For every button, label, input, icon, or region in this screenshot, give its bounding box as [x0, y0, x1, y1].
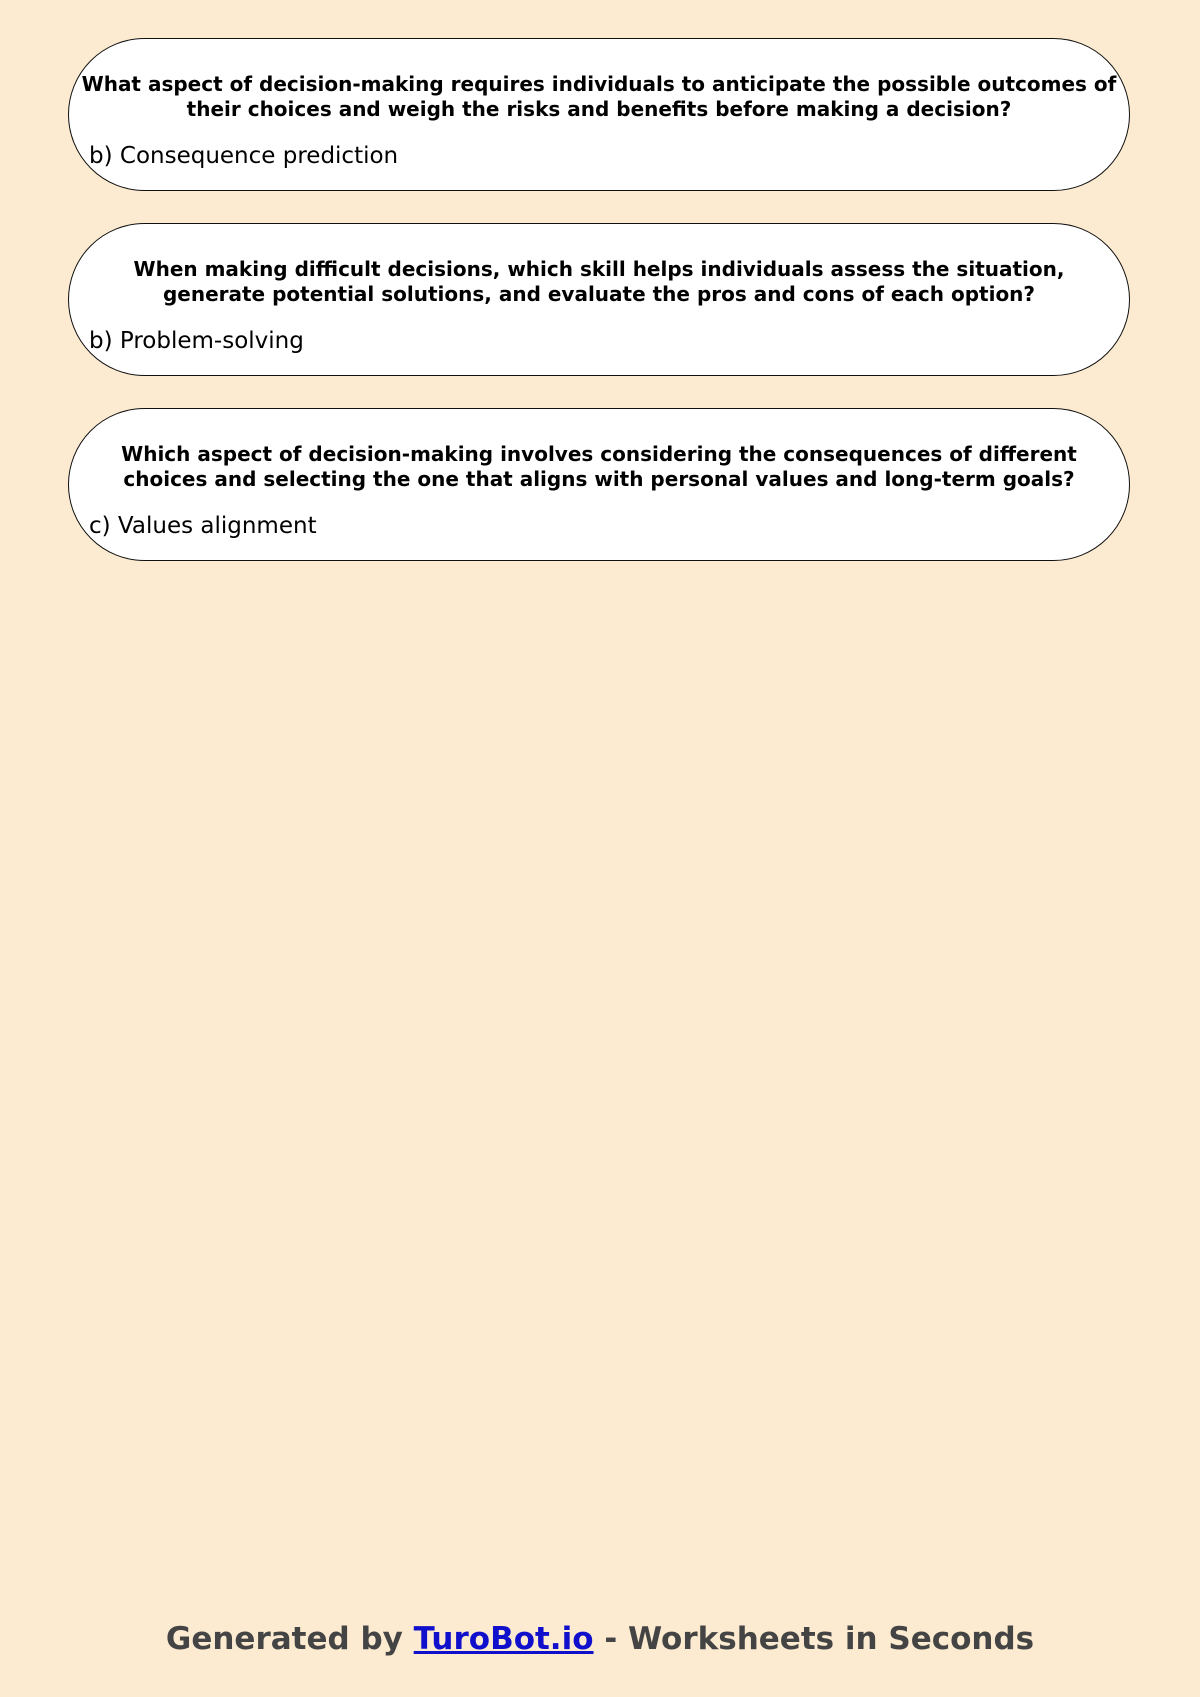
footer-suffix: - Worksheets in Seconds — [604, 1621, 1035, 1657]
footer — [0, 1620, 1200, 1658]
question-card — [68, 408, 1130, 561]
answer-text: b) Consequence prediction — [89, 143, 399, 169]
question-text: When making difficult decisions, which skill helps individuals assess the situation, generate potential solutions, and evaluate the pros and cons of each option? — [133, 257, 1065, 306]
question-card — [68, 223, 1130, 376]
footer-prefix: Generated by — [165, 1621, 403, 1657]
answer-text: c) Values alignment — [89, 513, 317, 539]
question-card — [68, 38, 1130, 191]
question-text: What aspect of decision-making requires individuals to anticipate the possible outcomes of their choices and weigh the risks and benefits before making a decision? — [81, 72, 1117, 121]
question-text: Which aspect of decision-making involves considering the consequences of different choices and selecting the one that aligns with personal values and long-term goals? — [121, 442, 1077, 491]
answer-text: b) Problem-solving — [89, 328, 304, 354]
turobot-link[interactable]: TuroBot.io — [413, 1621, 594, 1657]
